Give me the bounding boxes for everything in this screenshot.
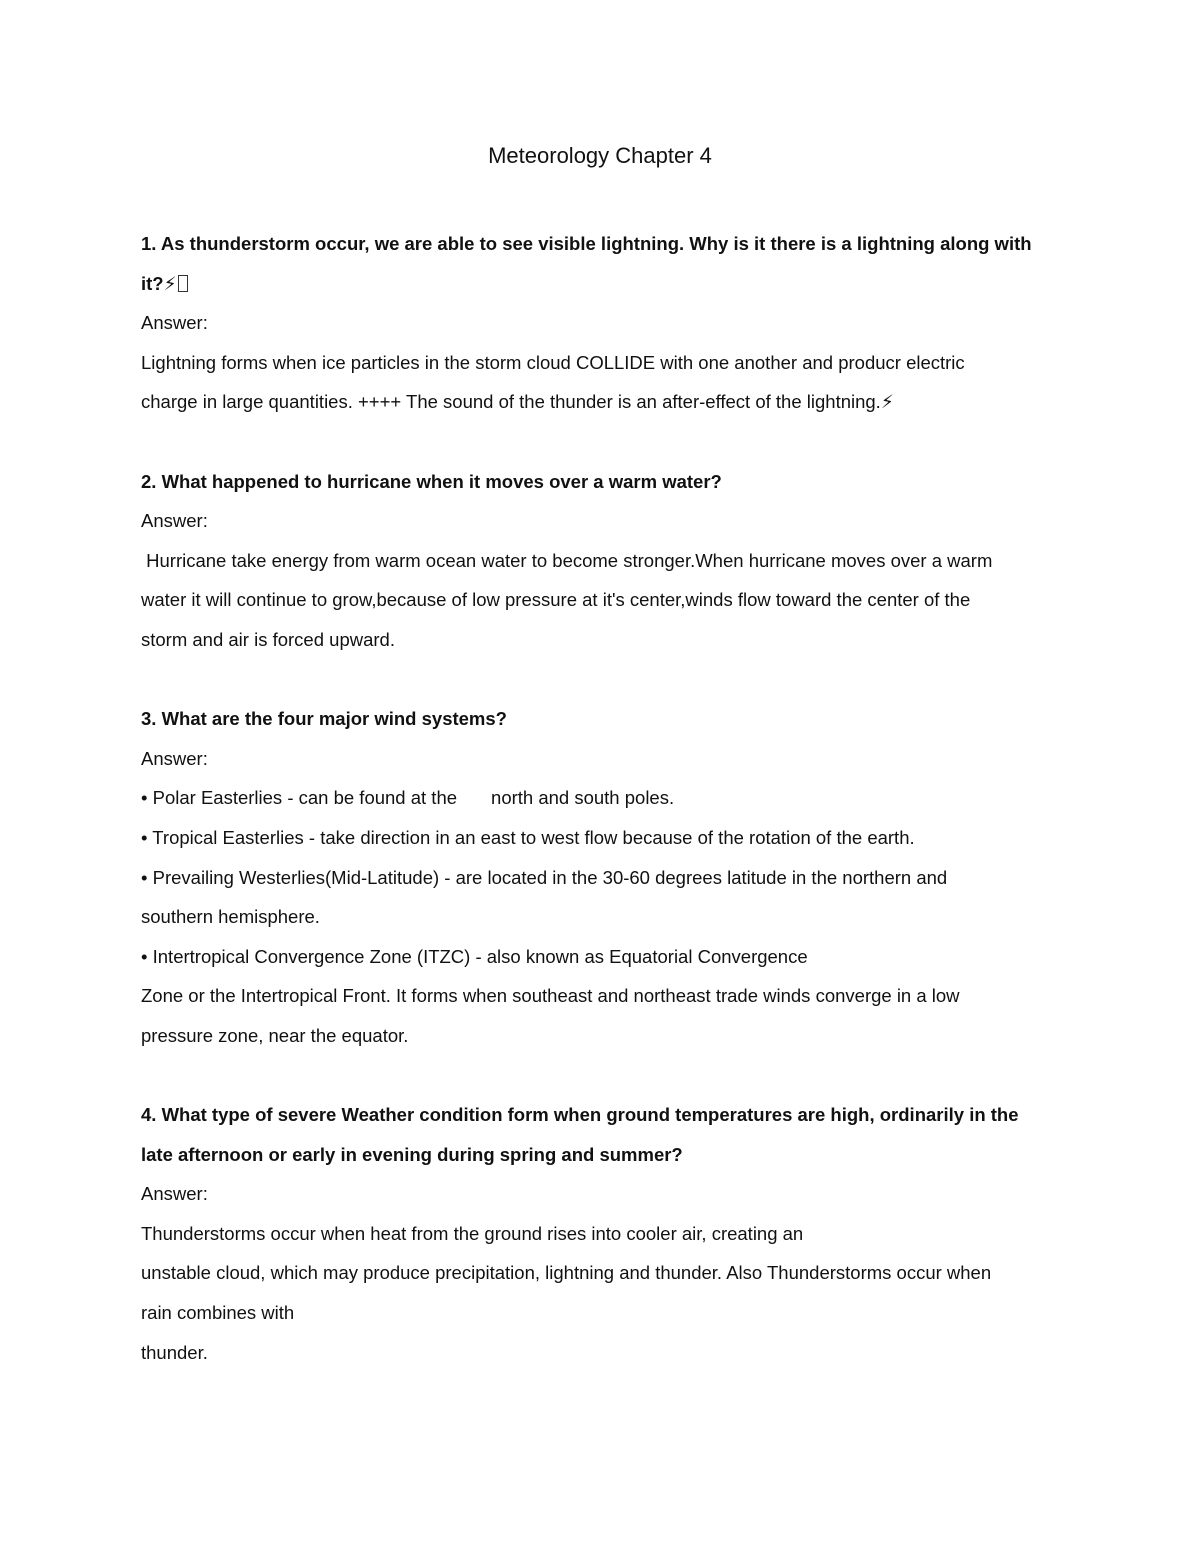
answer-label-2: Answer: xyxy=(141,510,208,532)
missing-glyph-icon xyxy=(178,275,188,292)
question-1-line-1: 1. As thunderstorm occur, we are able to see visible lightning. Why is it there is a lightning along with xyxy=(141,233,1032,254)
lightning-icon: ⚡ xyxy=(163,272,177,294)
answer-1-line-2 xyxy=(141,382,1071,422)
bullet-prevailing-westerlies xyxy=(141,858,1071,898)
question-4-line-2: late afternoon or early in evening during spring and summer? xyxy=(141,1143,683,1165)
page-title: Meteorology Chapter 4 xyxy=(488,143,712,168)
answer-2-line-1: Hurricane take energy from warm ocean water to become stronger.When hurricane moves over a warm xyxy=(141,549,993,571)
bullet-4-text: Intertropical Convergence Zone (ITZC) - also known as Equatorial Convergence xyxy=(147,945,808,967)
bullet-itcz xyxy=(141,937,1071,977)
bullet-icon: • xyxy=(141,787,148,809)
lightning-icon: ⚡ xyxy=(880,391,894,413)
answer-4-line-2: unstable cloud, which may produce precipitation, lightning and thunder. Also Thunderstorms occur when xyxy=(141,1262,992,1284)
answer-1-line-1: Lightning forms when ice particles in the storm cloud COLLIDE with one another and producr electric xyxy=(141,351,965,373)
paragraph-gap xyxy=(141,422,1071,462)
answer-4-line-4: thunder. xyxy=(141,1341,208,1363)
bullet-1-text-b: north and south poles. xyxy=(491,787,675,809)
bullet-tropical-easterlies xyxy=(141,818,1071,858)
answer-1-line-2-text: charge in large quantities. ++++ The sound of the thunder is an after-effect of the lightning. xyxy=(141,391,881,413)
bullet-4-line-3: pressure zone, near the equator. xyxy=(141,1024,409,1046)
bullet-2-text: Tropical Easterlies - take direction in an east to west flow because of the rotation of the earth. xyxy=(147,826,915,848)
bullet-icon: • xyxy=(141,826,148,848)
bullet-4-line-2: Zone or the Intertropical Front. It forms when southeast and northeast trade winds converge in a low xyxy=(141,985,960,1007)
question-4-line-1: 4. What type of severe Weather condition form when ground temperatures are high, ordinarily in the xyxy=(141,1104,1019,1126)
bullet-1-text-a: Polar Easterlies - can be found at the xyxy=(147,787,458,809)
bullet-3-line-2: southern hemisphere. xyxy=(141,906,320,928)
bullet-icon: • xyxy=(141,945,148,967)
answer-label-1: Answer: xyxy=(141,312,208,334)
question-3: 3. What are the four major wind systems? xyxy=(141,708,507,730)
bullet-icon: • xyxy=(141,866,148,888)
paragraph-gap xyxy=(141,1055,1071,1095)
answer-2-line-3: storm and air is forced upward. xyxy=(141,628,395,650)
answer-4-line-3: rain combines with xyxy=(141,1302,295,1324)
document-body xyxy=(141,224,1071,1372)
answer-label-3: Answer: xyxy=(141,747,208,769)
answer-label-4: Answer: xyxy=(141,1183,208,1205)
bullet-polar-easterlies xyxy=(141,778,1071,818)
answer-2-line-2: water it will continue to grow,because of low pressure at it's center,winds flow toward the center of the xyxy=(141,589,971,611)
question-1-line-2-text: it? xyxy=(141,272,164,294)
question-1-line-2 xyxy=(141,264,1071,304)
paragraph-gap xyxy=(141,660,1071,700)
question-2: 2. What happened to hurricane when it moves over a warm water? xyxy=(141,470,722,492)
answer-4-line-1: Thunderstorms occur when heat from the ground rises into cooler air, creating an xyxy=(141,1222,804,1244)
bullet-3-text: Prevailing Westerlies(Mid-Latitude) - are located in the 30-60 degrees latitude in the northern and xyxy=(147,866,948,888)
